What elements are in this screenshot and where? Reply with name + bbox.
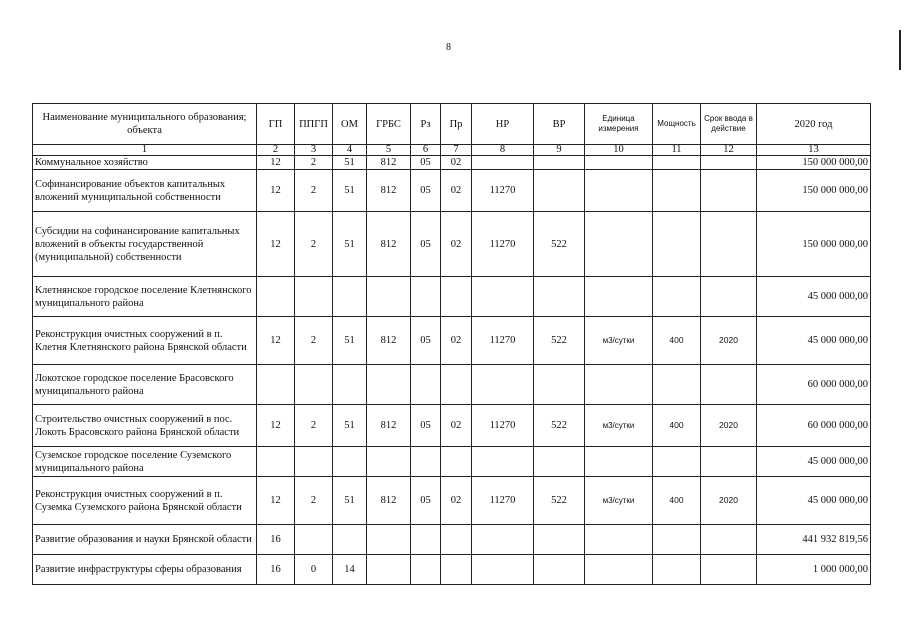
row-ppgp: 2 xyxy=(295,212,333,277)
row-term xyxy=(701,447,757,477)
row-vr: 522 xyxy=(534,317,585,365)
margin-rule xyxy=(899,30,901,70)
row-ppgp xyxy=(295,447,333,477)
row-unit xyxy=(585,277,653,317)
row-grbs: 812 xyxy=(367,170,411,212)
row-rz xyxy=(411,365,441,405)
row-rz: 05 xyxy=(411,405,441,447)
header-ppgp: ППГП xyxy=(295,104,333,145)
row-vr xyxy=(534,365,585,405)
row-amount: 45 000 000,00 xyxy=(757,477,871,525)
row-om: 51 xyxy=(333,477,367,525)
column-number: 1 xyxy=(33,145,257,156)
row-name: Коммунальное хозяйство xyxy=(33,156,257,170)
row-grbs xyxy=(367,447,411,477)
row-ppgp: 2 xyxy=(295,170,333,212)
header-rz: Рз xyxy=(411,104,441,145)
row-name: Реконструкция очистных сооружений в п. Клетня Клетнянского района Брянской области xyxy=(33,317,257,365)
table-row xyxy=(33,156,871,170)
header-nr: НР xyxy=(472,104,534,145)
row-unit xyxy=(585,212,653,277)
row-gp: 16 xyxy=(257,555,295,585)
header-row xyxy=(33,104,871,145)
row-nr: 11270 xyxy=(472,170,534,212)
row-nr xyxy=(472,525,534,555)
table-row xyxy=(33,555,871,585)
header-vr: ВР xyxy=(534,104,585,145)
row-gp xyxy=(257,365,295,405)
row-pr: 02 xyxy=(441,156,472,170)
row-nr xyxy=(472,156,534,170)
row-rz: 05 xyxy=(411,156,441,170)
row-grbs: 812 xyxy=(367,212,411,277)
row-power xyxy=(653,447,701,477)
row-name: Клетнянское городское поселение Клетнянского муниципального района xyxy=(33,277,257,317)
row-nr: 11270 xyxy=(472,212,534,277)
row-power xyxy=(653,555,701,585)
row-om: 51 xyxy=(333,156,367,170)
row-vr xyxy=(534,156,585,170)
row-term: 2020 xyxy=(701,477,757,525)
row-pr xyxy=(441,555,472,585)
row-unit xyxy=(585,447,653,477)
row-nr xyxy=(472,277,534,317)
row-pr xyxy=(441,365,472,405)
header-gp: ГП xyxy=(257,104,295,145)
row-nr: 11270 xyxy=(472,405,534,447)
row-unit xyxy=(585,156,653,170)
table-row xyxy=(33,365,871,405)
row-power: 400 xyxy=(653,477,701,525)
row-ppgp: 2 xyxy=(295,405,333,447)
row-amount: 1 000 000,00 xyxy=(757,555,871,585)
row-grbs: 812 xyxy=(367,156,411,170)
header-grbs: ГРБС xyxy=(367,104,411,145)
row-ppgp xyxy=(295,277,333,317)
row-ppgp: 2 xyxy=(295,317,333,365)
column-number: 2 xyxy=(257,145,295,156)
row-power xyxy=(653,212,701,277)
page-number: 8 xyxy=(446,42,451,53)
row-unit: м3/сутки xyxy=(585,405,653,447)
row-unit: м3/сутки xyxy=(585,317,653,365)
table-row xyxy=(33,317,871,365)
row-vr xyxy=(534,170,585,212)
row-grbs xyxy=(367,277,411,317)
row-vr xyxy=(534,555,585,585)
row-power xyxy=(653,156,701,170)
row-om: 51 xyxy=(333,170,367,212)
row-term xyxy=(701,525,757,555)
row-term xyxy=(701,277,757,317)
row-gp: 12 xyxy=(257,405,295,447)
row-gp: 12 xyxy=(257,156,295,170)
row-nr xyxy=(472,365,534,405)
row-unit xyxy=(585,555,653,585)
row-amount: 60 000 000,00 xyxy=(757,365,871,405)
row-pr xyxy=(441,447,472,477)
header-name: Наименование муниципального образования; объекта xyxy=(33,104,257,145)
row-term xyxy=(701,365,757,405)
row-grbs: 812 xyxy=(367,317,411,365)
row-amount: 441 932 819,56 xyxy=(757,525,871,555)
table-row xyxy=(33,525,871,555)
row-grbs: 812 xyxy=(367,477,411,525)
row-amount: 150 000 000,00 xyxy=(757,212,871,277)
row-name: Строительство очистных сооружений в пос. Локоть Брасовского района Брянской области xyxy=(33,405,257,447)
row-name: Субсидии на софинансирование капитальных вложений в объекты государственной (муниципальной) собственности xyxy=(33,212,257,277)
header-pr: Пр xyxy=(441,104,472,145)
table-row xyxy=(33,477,871,525)
row-name: Реконструкция очистных сооружений в п. Суземка Суземского района Брянской области xyxy=(33,477,257,525)
row-vr xyxy=(534,525,585,555)
budget-table xyxy=(32,103,871,585)
row-term xyxy=(701,555,757,585)
row-pr: 02 xyxy=(441,317,472,365)
row-amount: 45 000 000,00 xyxy=(757,277,871,317)
row-om: 14 xyxy=(333,555,367,585)
row-om xyxy=(333,365,367,405)
row-nr xyxy=(472,447,534,477)
row-amount: 60 000 000,00 xyxy=(757,405,871,447)
row-om: 51 xyxy=(333,405,367,447)
row-gp xyxy=(257,447,295,477)
row-pr xyxy=(441,277,472,317)
row-gp: 12 xyxy=(257,170,295,212)
row-grbs xyxy=(367,555,411,585)
column-number: 9 xyxy=(534,145,585,156)
row-amount: 45 000 000,00 xyxy=(757,317,871,365)
header-term: Срок ввода в действие xyxy=(701,104,757,145)
row-name: Софинансирование объектов капитальных вложений муниципальной собственности xyxy=(33,170,257,212)
row-grbs xyxy=(367,365,411,405)
column-number: 10 xyxy=(585,145,653,156)
row-pr: 02 xyxy=(441,212,472,277)
row-power xyxy=(653,365,701,405)
row-term xyxy=(701,170,757,212)
row-pr xyxy=(441,525,472,555)
row-unit xyxy=(585,525,653,555)
row-rz: 05 xyxy=(411,170,441,212)
header-power: Мощность xyxy=(653,104,701,145)
row-ppgp xyxy=(295,365,333,405)
row-name: Суземское городское поселение Суземского муниципального района xyxy=(33,447,257,477)
row-rz: 05 xyxy=(411,477,441,525)
row-pr: 02 xyxy=(441,170,472,212)
row-ppgp xyxy=(295,525,333,555)
row-gp: 12 xyxy=(257,477,295,525)
table-row xyxy=(33,170,871,212)
row-vr: 522 xyxy=(534,477,585,525)
row-om xyxy=(333,447,367,477)
table-row xyxy=(33,447,871,477)
column-number-row xyxy=(33,145,871,156)
row-term xyxy=(701,156,757,170)
row-rz: 05 xyxy=(411,317,441,365)
row-ppgp: 0 xyxy=(295,555,333,585)
row-vr xyxy=(534,447,585,477)
header-om: ОМ xyxy=(333,104,367,145)
row-name: Развитие инфраструктуры сферы образования xyxy=(33,555,257,585)
row-gp: 16 xyxy=(257,525,295,555)
row-name: Локотское городское поселение Брасовского муниципального района xyxy=(33,365,257,405)
column-number: 11 xyxy=(653,145,701,156)
row-pr: 02 xyxy=(441,477,472,525)
row-term: 2020 xyxy=(701,405,757,447)
row-unit: м3/сутки xyxy=(585,477,653,525)
row-rz xyxy=(411,447,441,477)
row-gp xyxy=(257,277,295,317)
row-vr: 522 xyxy=(534,212,585,277)
table-row xyxy=(33,405,871,447)
row-rz xyxy=(411,555,441,585)
row-unit xyxy=(585,365,653,405)
column-number: 13 xyxy=(757,145,871,156)
column-number: 3 xyxy=(295,145,333,156)
column-number: 12 xyxy=(701,145,757,156)
row-power xyxy=(653,525,701,555)
row-om xyxy=(333,277,367,317)
column-number: 8 xyxy=(472,145,534,156)
row-amount: 45 000 000,00 xyxy=(757,447,871,477)
row-nr: 11270 xyxy=(472,477,534,525)
row-term: 2020 xyxy=(701,317,757,365)
row-unit xyxy=(585,170,653,212)
row-name: Развитие образования и науки Брянской области xyxy=(33,525,257,555)
table-row xyxy=(33,277,871,317)
column-number: 4 xyxy=(333,145,367,156)
row-rz: 05 xyxy=(411,212,441,277)
row-vr: 522 xyxy=(534,405,585,447)
row-amount: 150 000 000,00 xyxy=(757,170,871,212)
header-year: 2020 год xyxy=(757,104,871,145)
row-grbs: 812 xyxy=(367,405,411,447)
row-om: 51 xyxy=(333,212,367,277)
row-om xyxy=(333,525,367,555)
row-nr xyxy=(472,555,534,585)
row-ppgp: 2 xyxy=(295,477,333,525)
column-number: 7 xyxy=(441,145,472,156)
row-ppgp: 2 xyxy=(295,156,333,170)
column-number: 6 xyxy=(411,145,441,156)
table-row xyxy=(33,212,871,277)
row-power: 400 xyxy=(653,405,701,447)
header-unit: Единица измерения xyxy=(585,104,653,145)
row-power xyxy=(653,277,701,317)
row-amount: 150 000 000,00 xyxy=(757,156,871,170)
column-number: 5 xyxy=(367,145,411,156)
row-gp: 12 xyxy=(257,212,295,277)
row-grbs xyxy=(367,525,411,555)
row-pr: 02 xyxy=(441,405,472,447)
row-rz xyxy=(411,525,441,555)
row-rz xyxy=(411,277,441,317)
row-vr xyxy=(534,277,585,317)
row-term xyxy=(701,212,757,277)
row-power: 400 xyxy=(653,317,701,365)
row-om: 51 xyxy=(333,317,367,365)
row-power xyxy=(653,170,701,212)
row-nr: 11270 xyxy=(472,317,534,365)
row-gp: 12 xyxy=(257,317,295,365)
